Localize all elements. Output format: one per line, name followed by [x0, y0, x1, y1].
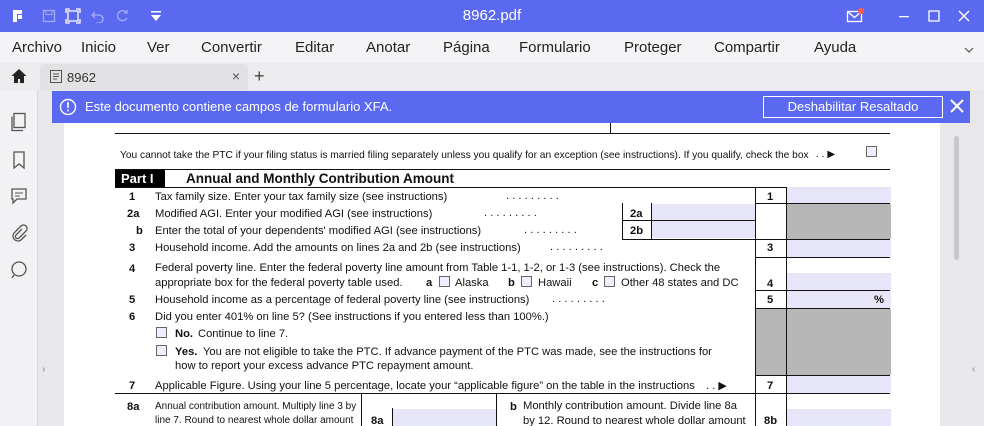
menu-convertir[interactable]: Convertir	[201, 39, 262, 56]
tab-document[interactable]	[40, 64, 248, 90]
line-text: Enter the total of your dependents' modified AGI (see instructions)	[155, 225, 482, 237]
line-number: 6	[129, 311, 136, 323]
home-icon[interactable]	[10, 67, 28, 85]
comment-icon[interactable]	[9, 186, 29, 206]
maximize-icon[interactable]	[923, 6, 945, 26]
line-4-field[interactable]	[787, 273, 891, 290]
divider	[115, 133, 890, 134]
divider	[115, 393, 890, 394]
line-3-field[interactable]	[787, 240, 891, 257]
line-number: 5	[129, 294, 136, 306]
box-label: 4	[767, 278, 774, 290]
close-window-icon[interactable]	[953, 6, 975, 26]
menu-ver[interactable]: Ver	[147, 39, 170, 56]
dot-leader: . . . . . . . . .	[552, 293, 605, 305]
box-label: 2a	[630, 208, 643, 220]
yes-label: Yes.	[175, 346, 198, 358]
box-label: 8b	[764, 415, 778, 426]
menu-formulario[interactable]: Formulario	[519, 39, 591, 56]
line-2b-field[interactable]	[652, 221, 755, 238]
box-label: 8a	[371, 415, 384, 426]
option-label: Other 48 states and DC	[621, 277, 739, 289]
menu-proteger[interactable]: Proteger	[624, 39, 682, 56]
new-tab-icon[interactable]: +	[254, 66, 265, 86]
line-2a-field[interactable]	[652, 204, 755, 220]
left-sidebar	[0, 90, 38, 426]
line-8a-field[interactable]	[393, 409, 496, 426]
divider	[115, 187, 890, 188]
option-letter: b	[508, 277, 515, 289]
pdf-page	[64, 123, 940, 426]
line-number: 2a	[127, 208, 140, 220]
part-title: Annual and Monthly Contribution Amount	[186, 171, 454, 186]
divider	[115, 169, 890, 170]
part-label: Part I	[115, 170, 165, 187]
divider	[610, 123, 611, 133]
bookmark-icon[interactable]	[9, 150, 29, 170]
ptc-exception-checkbox[interactable]	[866, 146, 877, 157]
blank-cell	[787, 258, 891, 273]
no-label: No.	[175, 328, 194, 340]
menu-inicio[interactable]: Inicio	[81, 39, 117, 56]
divider	[786, 309, 787, 375]
line-text: Applicable Figure. Using your line 5 percentage, locate your “applicable figure” on the table in the instructions	[155, 380, 695, 392]
tab-close-icon[interactable]: ×	[231, 68, 240, 84]
dot-leader: . . . . . . . . .	[550, 241, 603, 253]
attachment-icon[interactable]	[9, 224, 29, 244]
line-text: Monthly contribution amount. Divide line 8a	[523, 400, 737, 412]
option-label: Alaska	[455, 277, 489, 289]
line-number: b	[510, 401, 517, 413]
line-text-cont: by 12. Round to nearest whole dollar amount	[523, 415, 746, 426]
yes-text-cont: how to report your excess advance PTC repayment amount.	[175, 360, 474, 372]
tab-bar	[0, 62, 984, 90]
window-title: 8962.pdf	[462, 7, 522, 24]
box-label: 7	[767, 380, 774, 392]
box-label: 2b	[630, 225, 644, 237]
box-label: 5	[767, 294, 774, 306]
divider	[622, 203, 623, 239]
disable-highlight-button[interactable]: Deshabilitar Resaltado	[763, 96, 943, 118]
thumbnails-icon[interactable]	[9, 112, 29, 132]
line-number: 1	[129, 191, 136, 203]
line-text: Household income as a percentage of federal poverty line (see instructions)	[155, 294, 530, 306]
menu-pagina[interactable]: Página	[443, 39, 490, 56]
title-bar	[0, 0, 984, 32]
menu-anotar[interactable]: Anotar	[366, 39, 411, 56]
box-label: 1	[767, 191, 774, 203]
divider	[755, 187, 756, 426]
line-1-field[interactable]	[787, 187, 891, 203]
info-icon	[59, 98, 77, 116]
shaded-cell	[756, 309, 891, 375]
line-6-yes-checkbox[interactable]	[156, 345, 167, 356]
ptc-notice: You cannot take the PTC if your filing status is married filing separately unless you qualify for an exception (see instructions). If you qualify, check the box	[120, 150, 809, 161]
dot-leader: . . . . . . . . .	[506, 190, 559, 202]
tab-label: 8962	[67, 70, 96, 85]
document-tab-icon	[50, 70, 62, 83]
line-text-cont: line 7. Round to nearest whole dollar amount	[155, 415, 354, 426]
hawaii-checkbox[interactable]	[521, 276, 532, 287]
line-text: Modified AGI. Enter your modified AGI (see instructions)	[155, 208, 433, 220]
close-banner-icon[interactable]	[948, 97, 966, 115]
line-number: 4	[129, 263, 136, 275]
notification-icon[interactable]	[844, 6, 866, 26]
dot-leader: . . ▶	[706, 380, 728, 392]
line-6-no-checkbox[interactable]	[156, 327, 167, 338]
line-text: Tax family size. Enter your tax family size (see instructions)	[155, 191, 448, 203]
percent-sign: %	[874, 294, 884, 306]
expand-right-panel-icon[interactable]: ‹	[972, 364, 976, 375]
line-7-field[interactable]	[787, 376, 891, 393]
line-number: 3	[129, 242, 136, 254]
menu-compartir[interactable]: Compartir	[714, 39, 780, 56]
alaska-checkbox[interactable]	[439, 276, 450, 287]
expand-left-panel-icon[interactable]: ›	[42, 364, 46, 375]
ptc-notice-dots: . . ▶	[816, 149, 836, 160]
line-number: 7	[129, 380, 136, 392]
option-letter: c	[592, 277, 599, 289]
xfa-banner	[52, 91, 970, 123]
search-icon[interactable]	[9, 260, 29, 280]
option-label: Hawaii	[538, 277, 572, 289]
minimize-icon[interactable]	[893, 6, 915, 26]
line-text: Annual contribution amount. Multiply line 3 by	[155, 401, 357, 412]
divider	[496, 393, 497, 426]
banner-message: Este documento contiene campos de formulario XFA.	[85, 99, 393, 114]
line-number: b	[136, 225, 143, 237]
vertical-scrollbar[interactable]	[954, 136, 959, 260]
menu-bar	[0, 32, 984, 62]
menu-archivo[interactable]: Archivo	[12, 39, 63, 56]
divider	[361, 393, 362, 426]
menu-ayuda[interactable]: Ayuda	[814, 39, 857, 56]
shaded-cell	[787, 204, 891, 239]
dot-leader: . . . . . . . . .	[484, 207, 537, 219]
other-48-states-checkbox[interactable]	[604, 276, 615, 287]
yes-text: You are not eligible to take the PTC. If advance payment of the PTC was made, see the instructions for	[203, 346, 712, 358]
menu-editar[interactable]: Editar	[295, 39, 335, 56]
option-letter: a	[426, 277, 433, 289]
line-text-cont: appropriate box for the federal poverty table used.	[155, 277, 403, 289]
no-text: Continue to line 7.	[198, 328, 289, 340]
line-text: Did you enter 401% on line 5? (See instructions if you entered less than 100%.)	[155, 311, 549, 323]
line-8b-field[interactable]	[787, 409, 891, 426]
line-text: Household income. Add the amounts on lines 2a and 2b (see instructions)	[155, 242, 521, 254]
line-number: 8a	[127, 401, 140, 413]
box-label: 3	[767, 242, 774, 254]
line-text: Federal poverty line. Enter the federal poverty line amount from Table 1-1, 1-2, or 1-3 (see instructions). Check the	[155, 262, 721, 274]
dot-leader: . . . . . . . . .	[524, 224, 577, 236]
chevron-down-icon[interactable]	[964, 42, 974, 52]
